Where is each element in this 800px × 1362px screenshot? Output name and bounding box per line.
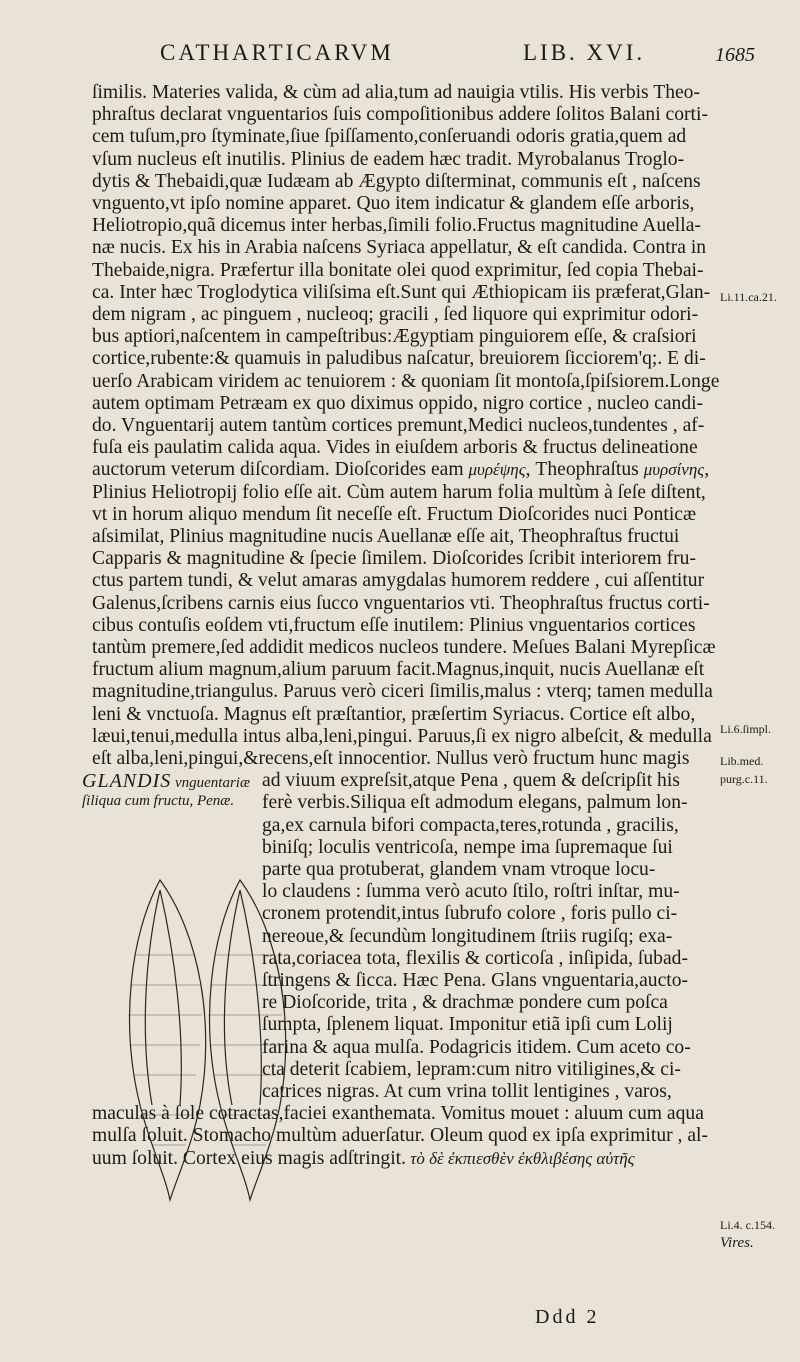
margin-note-ref-1: Li.11.ca.21.	[720, 290, 777, 304]
signature-mark: Ddd 2	[535, 1306, 600, 1328]
indented-line: farina & aqua mulſa. Podagricis itidem. Cum aceto co-	[262, 1036, 691, 1058]
margin-note-ref-5: Li.4. c.154.	[720, 1218, 775, 1232]
body-line: mulſa ſoluit. Stomacho multùm aduerſatur. Oleum quod ex ipſa exprimitur , al-	[92, 1125, 708, 1147]
body-line: vt in horum aliquo mendum ſit neceſſe eſt. Fructum Dioſcorides nuci Ponticæ	[92, 503, 697, 525]
body-line: dytis & Thebaidi,quæ Iudæam ab Ægypto diſterminat, communis eſt , naſcens	[92, 170, 701, 192]
body-line: vnguento,vt ipſo nomine apparet. Quo item indicatur & glandem eſſe arboris,	[92, 193, 695, 214]
body-line: ca. Inter hæc Troglodytica viliſsima eſt.Sunt qui Æthiopicam iis præferat,Glan-	[92, 281, 711, 303]
page-header	[160, 40, 760, 72]
body-line: magnitudine,triangulus. Paruus verò ciceri ſimilis,malus : vterq; tamen medulla	[92, 681, 713, 703]
indented-line: ad viuum expreſsit,atque Pena , quem & deſcripſit his	[262, 770, 680, 792]
indented-line: biniſq; loculis ventricoſa, nempe ima ſupremaque ſui	[262, 836, 673, 858]
caption-text: vnguentariæ ſiliqua cum fructu, Penæ.	[82, 775, 250, 809]
body-line: tantùm premere,ſed addidit medicos nucleos tundere. Meſues Balani Myrepſicæ	[92, 637, 716, 658]
book-number: LIB. XVI.	[523, 40, 646, 65]
body-line: aſsimilat, Plinius magnitudine nucis Auellanæ eſſe ait, Theophraſtus fructui	[92, 526, 680, 547]
body-line: ſimilis. Materies valida, & cùm ad alia,tum ad nauigia vtilis. His verbis Theo-	[92, 82, 701, 103]
indented-line: ſtringens & ſicca. Hæc Pena. Glans vnguentaria,aucto-	[262, 970, 689, 991]
indented-line: ferè verbis.Siliqua eſt admodum elegans, palmum lon-	[262, 792, 688, 814]
body-line: dem nigram , ac pinguem , nucleoq; gracili , ſed liquore qui exprimitur odori-	[92, 304, 699, 325]
body-line: Plinius Heliotropij folio eſſe ait. Cùm autem harum folia multùm à ſeſe diſtent,	[92, 481, 706, 503]
body-line: leni & vnctuoſa. Magnus eſt præſtantior, præſertim Syriacus. Cortice eſt albo,	[92, 703, 696, 725]
body-line: do. Vnguentarij autem tantùm cortices premunt,Medici nucleos,tundentes , af-	[92, 415, 705, 436]
indented-line: re Dioſcoride, trita , & drachmæ pondere cum poſca	[262, 992, 668, 1014]
body-line: fructum alium magnum,alium paruum facit.Magnus,inquit, nucis Auellanæ eſt	[92, 659, 705, 681]
body-line: maculas à ſole cotractas,faciei exanthemata. Vomitus mouet : aluum cum aqua	[92, 1103, 704, 1125]
running-title: CATHARTICARVM	[160, 40, 394, 65]
indented-line: cronem protendit,intus ſubrufo colore , foris pullo ci-	[262, 903, 678, 925]
body-line: læui,tenui,medulla intus alba,leni,pingui. Paruus,ſi ex nigro albeſcit, & medulla	[92, 725, 712, 747]
body-line: fuſa eis paulatim calida aqua. Vides in eiuſdem arboris & fructus delineatione	[92, 437, 698, 459]
body-line: cibus contuſis eoſdem vti,fructum eſſe inutilem: Plinius vnguentarios cortices	[92, 614, 696, 636]
greek-phrase: τὸ δὲ ἐκπιεσθὲν ἐκθλιβέσης αὐτῆς	[406, 1148, 635, 1168]
body-line: eſt alba,leni,pingui,&recens,eſt innocentior. Nullus verò fructum hunc magis	[92, 748, 690, 769]
margin-note-ref-3: Lib.med.	[720, 754, 764, 768]
body-line: Capparis & magnitudine & ſpecie ſimilem. Dioſcorides ſcribit interiorem fru-	[92, 548, 696, 570]
indented-line: ga,ex carnula bifori compacta,teres,rotunda , gracilis,	[262, 814, 679, 836]
greek-word: μυρέψης	[468, 460, 526, 480]
page-number: 1685	[715, 44, 755, 66]
indented-line: lo claudens : ſumma verò acuto ſtilo, roſtri inſtar, mu-	[262, 881, 680, 903]
body-line: auctorum veterum diſcordiam. Dioſcorides eam μυρέψης, Theophraſtus μυρσίνης,	[92, 459, 710, 481]
body-line: ctus partem tundi, & velut amaras amygdalas humorem reddere , cui aſſentitur	[92, 570, 705, 592]
body-line: uum ſoluit. Cortex eius magis adſtringit. τὸ δὲ ἐκπιεσθὲν ἐκθλιβέσης αὐτῆς	[92, 1147, 635, 1169]
body-line: cortice,rubente:& quamuis in paludibus naſcatur, breuiorem ſicciorem'q;. E di-	[92, 348, 706, 370]
acorn-pod-illustration	[100, 875, 310, 1205]
body-line: bus aptiori,naſcentem in campeſtribus:Ægyptiam pinguiorem eſſe, & craſsiori	[92, 326, 697, 348]
indented-line: ſumpta, ſplenem liquat. Imponitur etiã ipſi cum Lolij	[262, 1014, 673, 1036]
body-line: phraſtus declarat vnguentarios ſuis compoſitionibus addere ſolitos Balani corti-	[92, 104, 708, 126]
caption-title: GLANDIS	[82, 770, 172, 792]
indented-line: cta deterit ſcabiem, lepram:cum nitro vitiligines,& ci-	[262, 1058, 681, 1080]
indented-line: parte qua protuberat, glandem vnam vtroque locu-	[262, 859, 656, 880]
margin-note-ref-2: Li.6.ſimpl.	[720, 722, 771, 736]
body-line: Galenus,ſcribens carnis eius ſucco vnguentarios vti. Theophraſtus fructus corti-	[92, 592, 710, 614]
indented-line: catrices nigras. At cum vrina tollit lentigines , varos,	[262, 1081, 672, 1102]
body-line: cem tuſum,pro ſtyminate,ſiue ſpiſſamento,conſeruandi odoris gratia,quem ad	[92, 126, 687, 148]
margin-note-vires: Vires.	[720, 1235, 754, 1251]
greek-word: μυρσίνης	[643, 460, 705, 480]
body-line: autem optimam Petræam ex quo diximus oppido, nigro cortice , nucleo candi-	[92, 392, 704, 414]
body-line: vſum nucleus eſt inutilis. Plinius de eadem hæc tradit. Myrobalanus Troglo-	[92, 148, 685, 170]
figure-caption	[82, 772, 257, 810]
body-line: Thebaide,nigra. Præfertur illa bonitate olei quod exprimitur, ſed copia Thebai-	[92, 259, 704, 281]
indented-line: rata,coriacea tota, flexilis & corticoſa , inſipida, ſubad-	[262, 947, 688, 969]
indented-line: nereoue,& ſecundùm longitudinem ſtriis rugiſq; exa-	[262, 925, 673, 947]
margin-note-ref-4: purg.c.11.	[720, 772, 768, 786]
body-line: uerſo Arabicam viridem ac tenuiorem : & quoniam ſit montoſa,ſpiſsiorem.Longe	[92, 370, 720, 392]
body-line: Heliotropio,quã dicemus inter herbas,ſimili folio.Fructus magnitudine Auella-	[92, 215, 701, 237]
body-line: næ nucis. Ex his in Arabia naſcens Syriaca appellatur, & eſt candida. Contra in	[92, 237, 707, 259]
